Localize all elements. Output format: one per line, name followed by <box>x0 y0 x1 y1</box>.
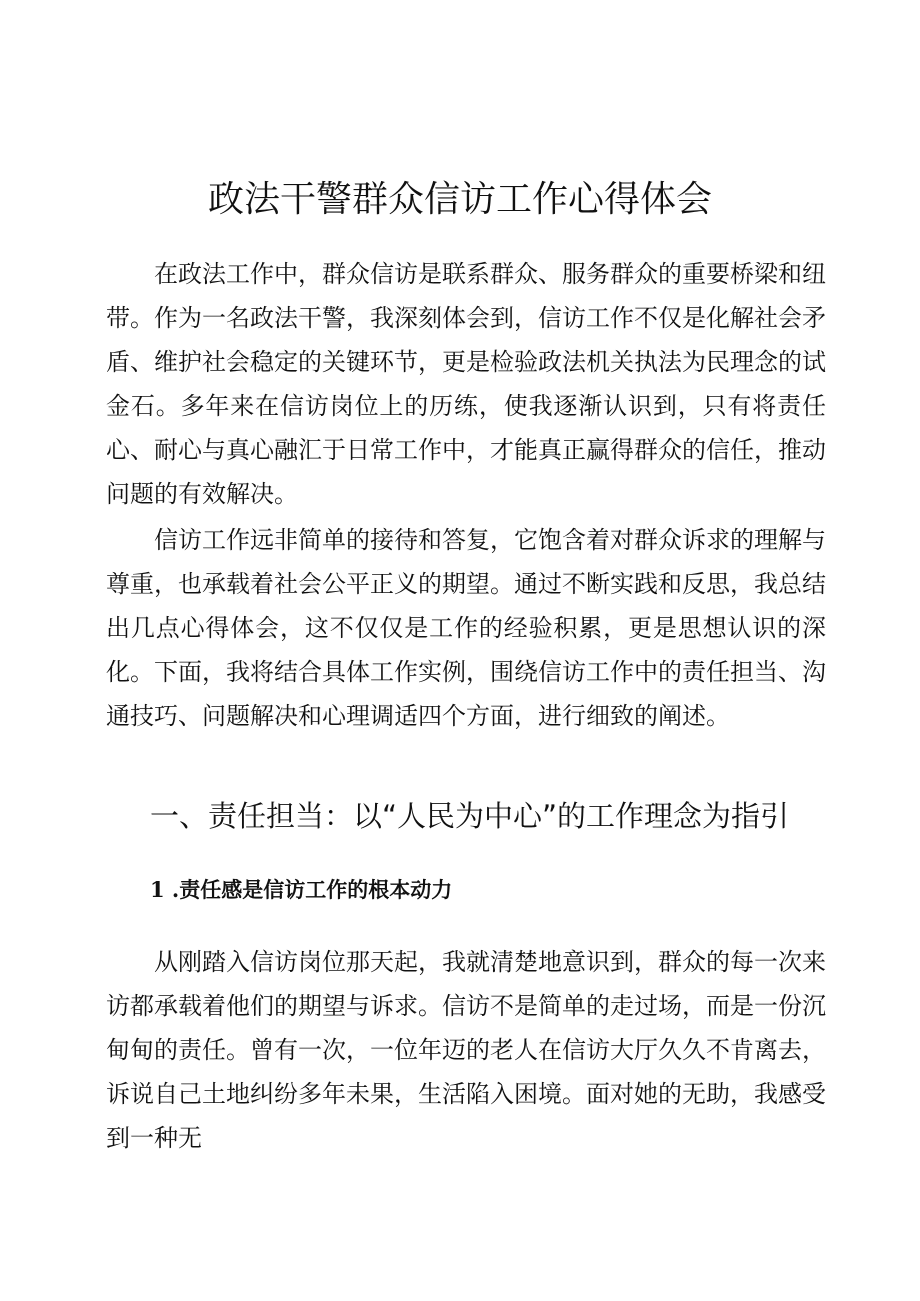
paragraph-intro: 在政法工作中，群众信访是联系群众、服务群众的重要桥梁和纽带。作为一名政法干警，我深刻体会到，信访工作不仅是化解社会矛盾、维护社会稳定的关键环节，更是检验政法机关执法为民理念的试金石。多年来在信访岗位上的历练，使我逐渐认识到，只有将责任心、耐心与真心融汇于日常工作中，才能真正赢得群众的信任，推动问题的有效解决。 <box>106 260 826 508</box>
document-title: 政法干警群众信访工作心得体会 <box>207 179 712 220</box>
section-heading: 一、责任担当：以“人民为中心”的工作理念为指引 <box>150 799 790 833</box>
paragraph-overview: 信访工作远非简单的接待和答复，它饱含着对群众诉求的理解与尊重，也承载着社会公平正义的期望。通过不断实践和反思，我总结出几点心得体会，这不仅仅是工作的经验积累，更是思想认识的深化。下面，我将结合具体工作实例，围绕信访工作中的责任担当、沟通技巧、问题解决和心理调适四个方面，进行细致的阐述。 <box>106 526 826 730</box>
paragraph-body: 从刚踏入信访岗位那天起，我就清楚地意识到，群众的每一次来访都承载着他们的期望与诉求。信访不是简单的走过场，而是一份沉甸甸的责任。曾有一次，一位年迈的老人在信访大厅久久不肯离去，诉说自己土地纠纷多年未果，生活陷入困境。面对她的无助，我感受到一种无 <box>106 948 826 1152</box>
subsection-heading: 1 .责任感是信访工作的根本动力 <box>150 877 453 902</box>
